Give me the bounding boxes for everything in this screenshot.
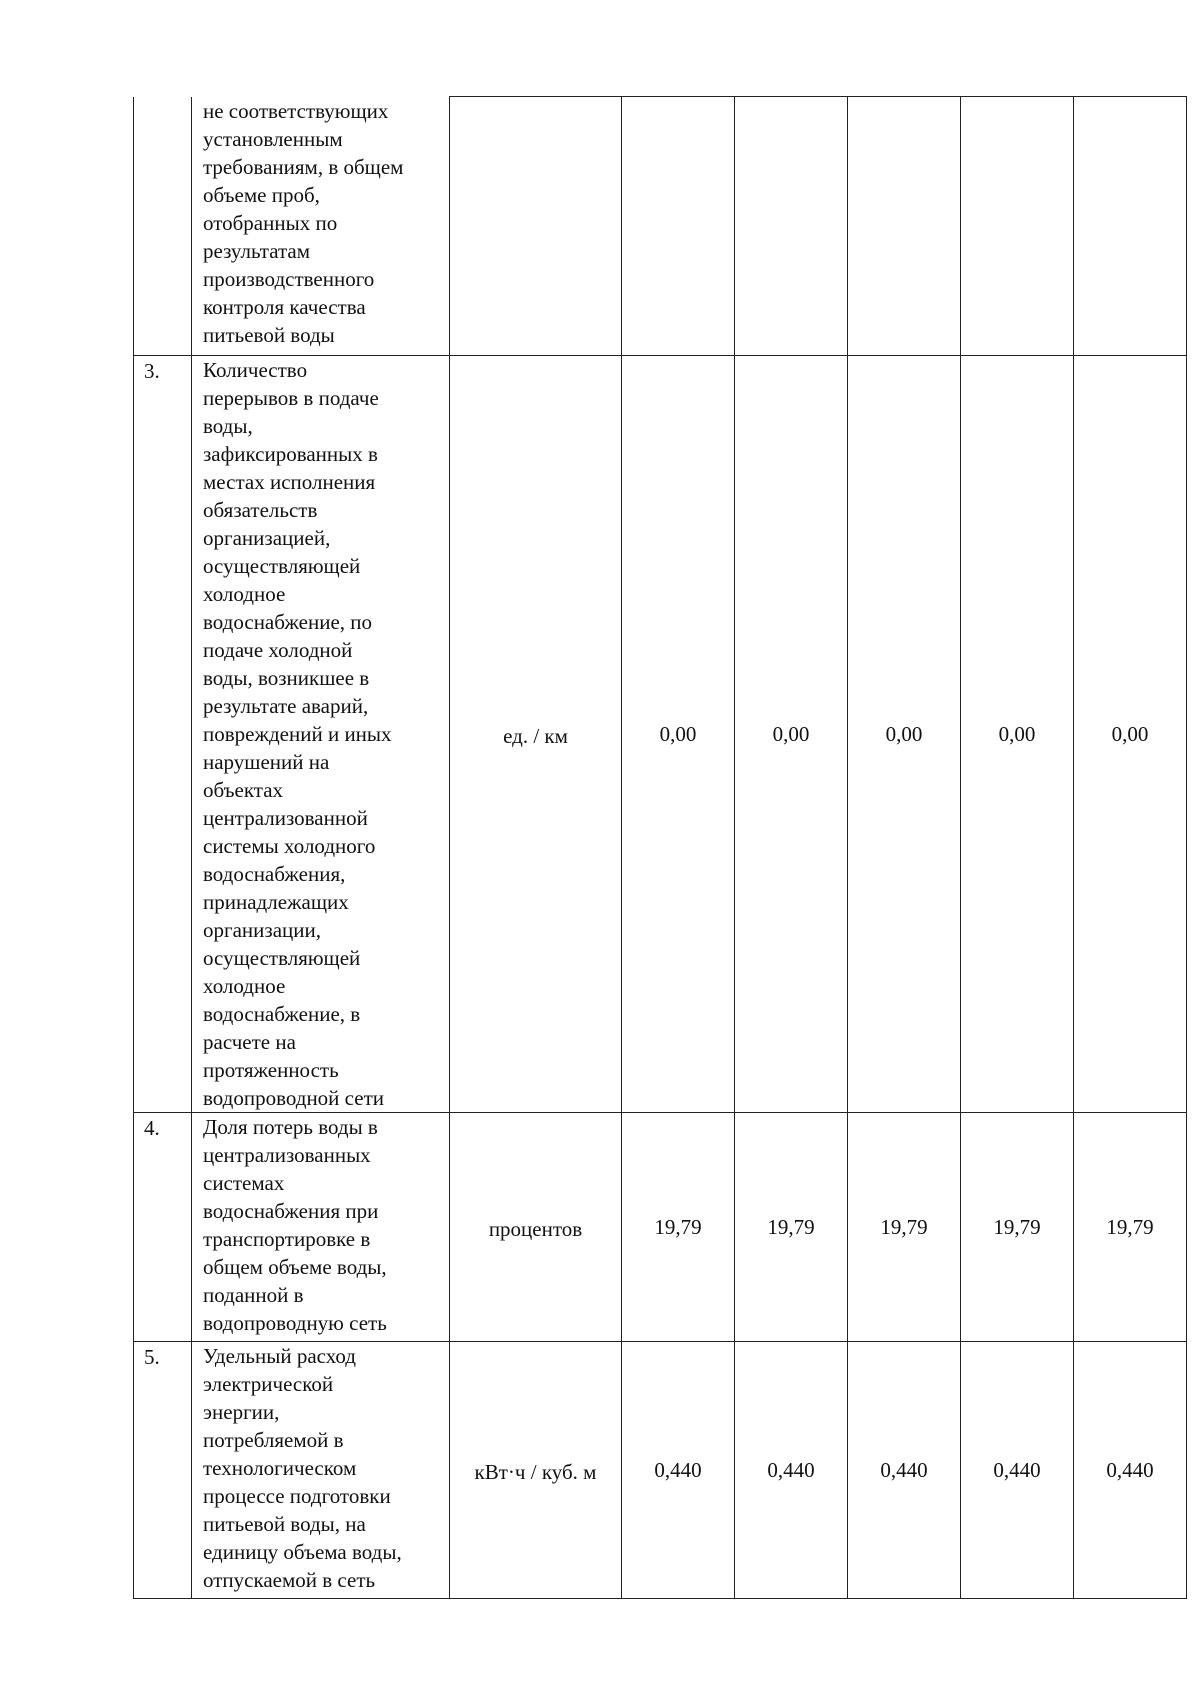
value-cell bbox=[1074, 97, 1187, 356]
value-cell: 0,440 bbox=[735, 1342, 848, 1599]
table-row bbox=[134, 356, 1187, 1113]
value-cell: 0,00 bbox=[961, 356, 1074, 1113]
indicator-name-cell: Удельный расход электрической энергии, потребляемой в технологическом процессе подготовки питьевой воды, на единицу объема воды, отпускаемой в сеть bbox=[192, 1342, 450, 1599]
value-cell bbox=[848, 97, 961, 356]
indicator-name-cell: не соответствующих установленным требованиям, в общем объеме проб, отобранных по результатам производственного контроля качества питьевой воды bbox=[192, 97, 450, 356]
indicator-name-cell: Доля потерь воды в централизованных системах водоснабжения при транспортировке в общем объеме воды, поданной в водопроводную сеть bbox=[192, 1113, 450, 1342]
value-cell: 0,00 bbox=[848, 356, 961, 1113]
value-cell: 0,440 bbox=[848, 1342, 961, 1599]
value-cell: 19,79 bbox=[735, 1113, 848, 1342]
value-cell: 0,440 bbox=[1074, 1342, 1187, 1599]
value-cell: 0,440 bbox=[961, 1342, 1074, 1599]
row-number-cell bbox=[134, 97, 192, 356]
value-cell: 0,00 bbox=[735, 356, 848, 1113]
unit-cell: процентов bbox=[450, 1113, 622, 1342]
row-number-cell: 3. bbox=[134, 356, 192, 1113]
value-cell bbox=[961, 97, 1074, 356]
value-cell: 0,440 bbox=[622, 1342, 735, 1599]
table-row bbox=[134, 1342, 1187, 1599]
value-cell: 0,00 bbox=[622, 356, 735, 1113]
value-cell: 19,79 bbox=[848, 1113, 961, 1342]
row-number-cell: 4. bbox=[134, 1113, 192, 1342]
value-cell: 19,79 bbox=[622, 1113, 735, 1342]
value-cell: 19,79 bbox=[961, 1113, 1074, 1342]
indicator-name-cell: Количество перерывов в подаче воды, зафиксированных в местах исполнения обязательств организацией, осуществляющей холодное водоснабжение, по подаче холодной воды, возникшее в результате аварий, повреждений и иных нарушений на объектах централизованной системы холодного водоснабжения, принадлежащих организации, осуществляющей холодное водоснабжение, в расчете на протяженность водопроводной сети bbox=[192, 356, 450, 1113]
value-cell: 19,79 bbox=[1074, 1113, 1187, 1342]
unit-cell bbox=[450, 97, 622, 356]
unit-cell: кВт·ч / куб. м bbox=[450, 1342, 622, 1599]
table-row bbox=[134, 97, 1187, 356]
row-number-cell: 5. bbox=[134, 1342, 192, 1599]
table-row bbox=[134, 1113, 1187, 1342]
value-cell bbox=[622, 97, 735, 356]
unit-cell: ед. / км bbox=[450, 356, 622, 1113]
value-cell: 0,00 bbox=[1074, 356, 1187, 1113]
indicators-table bbox=[133, 96, 1187, 1599]
value-cell bbox=[735, 97, 848, 356]
